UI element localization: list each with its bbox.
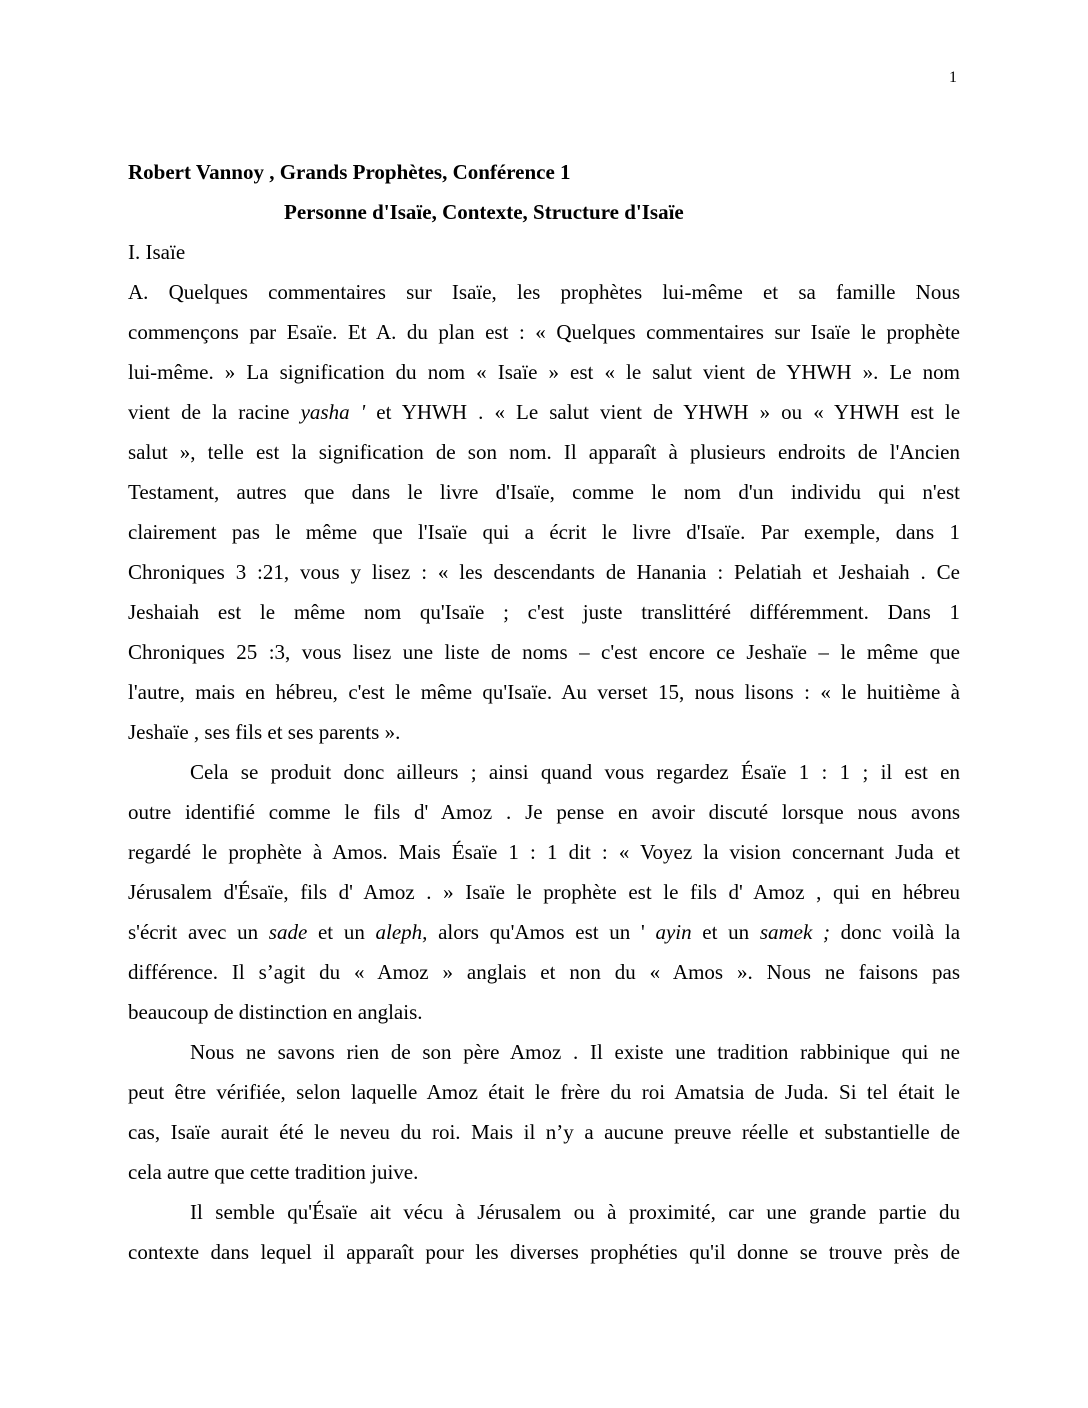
paragraph-line: différence. Il s’agit du « Amoz » anglais et non du « Amos ». Nous ne faisons pas bbox=[128, 960, 960, 984]
page-number: 1 bbox=[949, 69, 957, 86]
paragraph-line: cela autre que cette tradition juive. bbox=[128, 1160, 419, 1184]
paragraph-line: outre identifié comme le fils d' Amoz . Je pense en avoir discuté lorsque nous avons bbox=[128, 800, 960, 824]
paragraph-line: Testament, autres que dans le livre d'Isaïe, comme le nom d'un individu qui n'est bbox=[128, 480, 960, 504]
paragraph-line: clairement pas le même que l'Isaïe qui a écrit le livre d'Isaïe. Par exemple, dans 1 bbox=[128, 520, 960, 544]
paragraph-line: A. Quelques commentaires sur Isaïe, les prophètes lui-même et sa famille Nous bbox=[128, 280, 960, 304]
document-title: Robert Vannoy , Grands Prophètes, Conférence 1 bbox=[128, 160, 571, 184]
document-body bbox=[128, 152, 960, 1272]
paragraph-line: regardé le prophète à Amos. Mais Ésaïe 1 : 1 dit : « Voyez la vision concernant Juda et bbox=[128, 840, 960, 864]
document-subtitle: Personne d'Isaïe, Contexte, Structure d'Isaïe bbox=[284, 200, 684, 224]
paragraph-line: Chroniques 25 :3, vous lisez une liste de noms – c'est encore ce Jeshaïe – le même que bbox=[128, 640, 960, 664]
paragraph-line: Jérusalem d'Ésaïe, fils d' Amoz . » Isaïe le prophète est le fils d' Amoz , qui en hébreu bbox=[128, 880, 960, 904]
paragraph-line: peut être vérifiée, selon laquelle Amoz était le frère du roi Amatsia de Juda. Si tel était le bbox=[128, 1080, 960, 1104]
paragraph-line: commençons par Esaïe. Et A. du plan est : « Quelques commentaires sur Isaïe le prophète bbox=[128, 320, 960, 344]
paragraph-line: l'autre, mais en hébreu, c'est le même qu'Isaïe. Au verset 15, nous lisons : « le huitième à bbox=[128, 680, 960, 704]
paragraph-line: salut », telle est la signification de son nom. Il apparaît à plusieurs endroits de l'Ancien bbox=[128, 440, 960, 464]
paragraph-line: Jeshaïe , ses fils et ses parents ». bbox=[128, 720, 401, 744]
paragraph-line: contexte dans lequel il apparaît pour les diverses prophéties qu'il donne se trouve près de bbox=[128, 1240, 960, 1264]
paragraph-line: s'écrit avec un sade et un aleph, alors qu'Amos est un ' ayin et un samek ; donc voilà la bbox=[128, 920, 961, 944]
paragraph-line: cas, Isaïe aurait été le neveu du roi. Mais il n’y a aucune preuve réelle et substantielle de bbox=[128, 1120, 960, 1144]
paragraph-line: vient de la racine yasha ' et YHWH . « Le salut vient de YHWH » ou « YHWH est le bbox=[128, 400, 961, 424]
paragraph-line: Il semble qu'Ésaïe ait vécu à Jérusalem ou à proximité, car une grande partie du bbox=[190, 1200, 960, 1224]
paragraph-line: Jeshaiah est le même nom qu'Isaïe ; c'est juste translittéré différemment. Dans 1 bbox=[128, 600, 960, 624]
paragraph-line: Chroniques 3 :21, vous y lisez : « les descendants de Hanania : Pelatiah et Jeshaiah . Ce bbox=[128, 560, 960, 584]
paragraph-line: beaucoup de distinction en anglais. bbox=[128, 1000, 423, 1024]
paragraph-line: lui-même. » La signification du nom « Isaïe » est « le salut vient de YHWH ». Le nom bbox=[128, 360, 960, 384]
section-heading: I. Isaïe bbox=[128, 240, 186, 264]
paragraph-line: Nous ne savons rien de son père Amoz . Il existe une tradition rabbinique qui ne bbox=[190, 1040, 960, 1064]
paragraph-line: Cela se produit donc ailleurs ; ainsi quand vous regardez Ésaïe 1 : 1 ; il est en bbox=[190, 760, 960, 784]
